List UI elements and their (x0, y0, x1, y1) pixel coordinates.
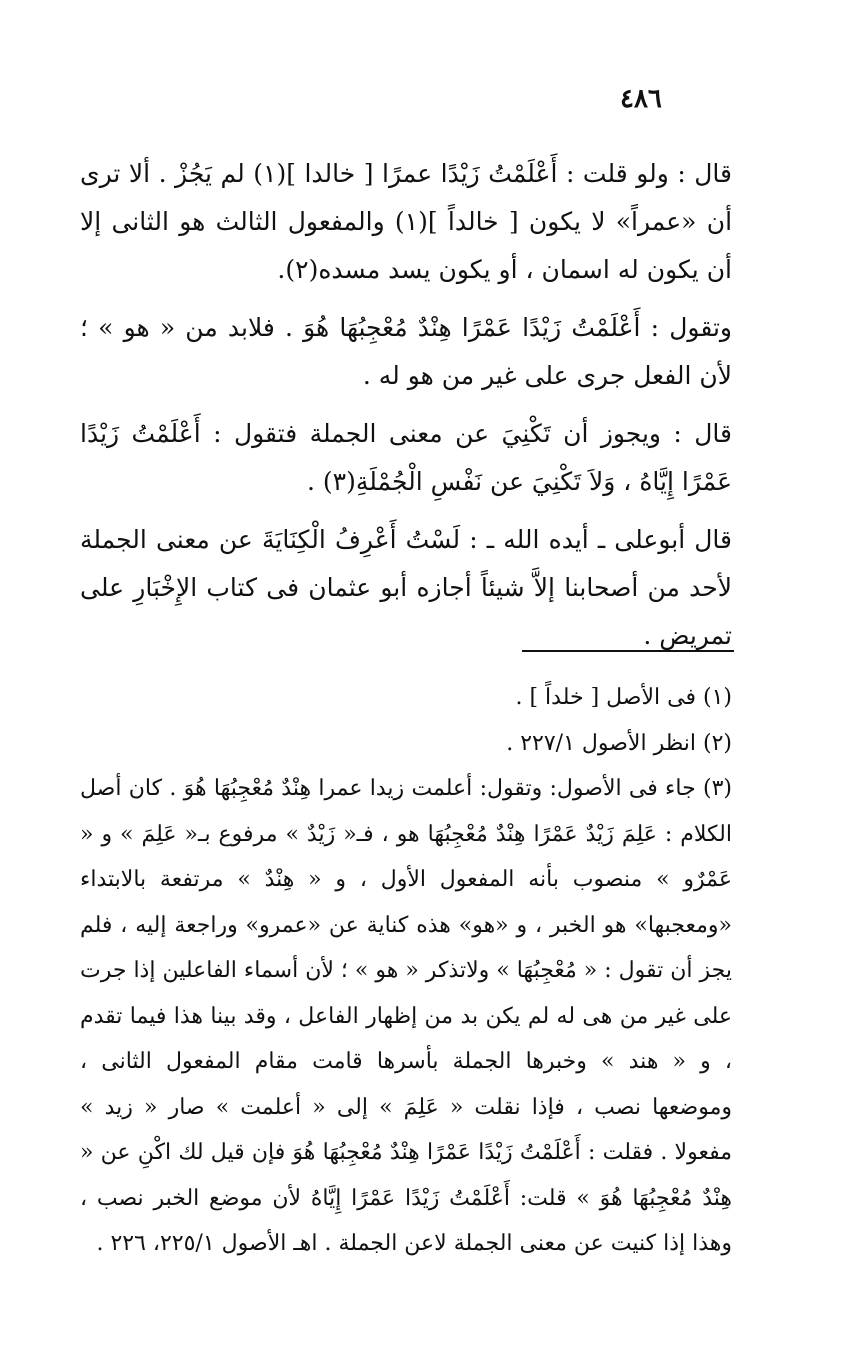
footnotes (80, 675, 732, 1267)
footnote: (١) فى الأصل [ خلداً ] . (515, 685, 732, 710)
footnote-separator (522, 650, 734, 652)
page-number: ٤٨٦ (620, 84, 662, 114)
paragraph: قال : ولو قلت : أَعْلَمْتُ زَيْدًا عمرًا [ خالدا ](١) لم يَجُزْ . ألا ترى أن «عمراً» لا يكون [ خالداً ](١) والمفعول الثالث هو الثانى إلا أن يكون له اسمان ، أو يكون يسد مسده(٢). (80, 159, 733, 284)
paragraph: قال : ويجوز أن تَكْنِيَ عن معنى الجملة فتقول : أَعْلَمْتُ زَيْدًا عَمْرًا إِيَّاهُ ، وَلاَ تَكْنِيَ عن نَفْسِ الْجُمْلَةِ(٣) . (80, 419, 732, 496)
footnote: (٣) جاء فى الأصول: وتقول: أعلمت زيدا عمرا هِنْدٌ مُعْجِبُهَا هُوَ . كان أصل الكلام : عَلِمَ زَيْدٌ عَمْرًا هِنْدٌ مُعْجِبُهَا هو ، فـ« زَيْدٌ » مرفوع بـ« عَلِمَ » و « عَمْرٌو » منصوب بأنه المفعول الأول ، و « هِنْدٌ » مرتفعة بالابتداء «ومعجبها» هو الخبر ، و «هو» هذه كناية عن «عمرو» وراجعة إليه ، فلم يجز أن تقول : « مُعْجِبُهَا » ولاتذكر « هو » ؛ لأن أسماء الفاعلين إذا جرت على غير من هى له لم يكن بد من إظهار الفاعل ، وقد بينا هذا فيما تقدم ، و « هند » وخبرها الجملة بأسرها قامت مقام المفعول الثانى ، وموضعها نصب ، فإذا نقلت « عَلِمَ » إلى « أعلمت » صار « زيد » مفعولا . فقلت : أَعْلَمْتُ زَيْدًا عَمْرًا هِنْدٌ مُعْجِبُهَا هُوَ فإن قيل لك اكْنِ عن « هِنْدٌ مُعْجِبُهَا هُوَ » قلت: أَعْلَمْتُ زَيْدًا عَمْرًا إِيَّاهُ لأن موضع الخبر نصب ، وهذا إذا كنيت عن معنى الجملة لاعن الجملة . اهـ الأصول ٢٢٥/١، ٢٢٦ . (80, 776, 732, 1256)
main-text (80, 150, 732, 670)
paragraph: وتقول : أَعْلَمْتُ زَيْدًا عَمْرًا هِنْدٌ مُعْجِبُهَا هُوَ . فلابد من « هو » ؛ لأن الفعل جرى على غير من هو له . (80, 313, 732, 390)
paragraph: قال أبوعلى ـ أيده الله ـ : لَسْتُ أَعْرِفُ الْكِنَايَةَ عن معنى الجملة لأحد من أصحابنا إلاَّ شيئاً أجازه أبو عثمان فى كتاب الإِخْبَارِ على تمريض . (80, 525, 732, 650)
footnote: (٢) انظر الأصول ٢٢٧/١ . (506, 730, 732, 756)
